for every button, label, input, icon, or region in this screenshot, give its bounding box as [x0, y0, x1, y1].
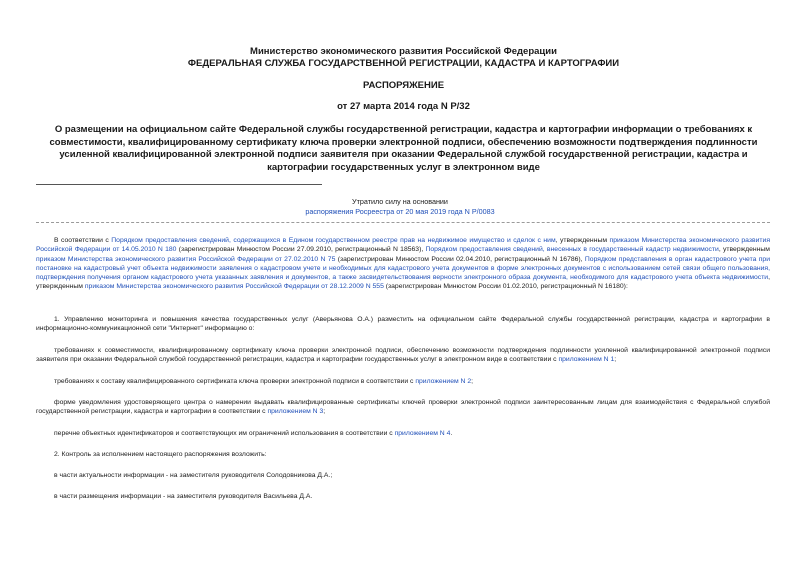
paragraph-notification-form	[36, 398, 770, 417]
paragraph-item-2: 2. Контроль за исполнением настоящего распоряжения возложить:	[54, 451, 267, 458]
paragraph-certificate-composition	[36, 377, 770, 386]
link-order-75[interactable]: приказом Министерства экономического развития Российской Федерации от 27.02.2010 N 75	[36, 255, 336, 263]
document-type: РАСПОРЯЖЕНИЕ	[362, 80, 445, 91]
paragraph-compatibility	[36, 346, 770, 365]
link-cadastral-procedure[interactable]: Порядком представления в орган кадастрового учета при постановке на кадастровый учет объекта недвижимости заявления о кадастровом учете и необходимых для кадастрового учета документов в форме электронных документов с использованием сетей связи общего пользования, подтверждения получения органом кадастрового учета указанных заявления и документов, а также засвидетельствования верности электронного образа документа, необходимого для кадастрового учета объекта недвижимости	[36, 255, 770, 282]
link-appendix-4[interactable]: приложением N 4	[394, 430, 451, 437]
lost-force-link[interactable]: распоряжения Росреестра от 20 мая 2019 года N Р/0083	[305, 207, 495, 216]
paragraph-item-1: 1. Управлению мониторинга и повышения качества государственных услуг (Аверьянова О.А.) разместить на официальном сайте Федеральной службы государственной регистрации, кадастра и картографии в информационно-коммуникационной сети "Интернет" информацию о:	[36, 316, 770, 333]
link-order-555[interactable]: приказом Министерства экономического развития Российской Федерации от 28.12.2009 N 555	[84, 283, 384, 291]
text-fragment: , утвержденным	[555, 237, 610, 244]
text-fragment: В соответствии с	[54, 237, 112, 244]
text-fragment: , утвержденным	[718, 246, 770, 254]
ministry-name: Министерство экономического развития Российской Федерации	[250, 46, 557, 57]
text-fragment: ;	[323, 408, 326, 416]
link-gkn-order[interactable]: Порядком предоставления сведений, внесенных в государственный кадастр недвижимости	[425, 246, 719, 254]
text-fragment: (зарегистрирован Минюстом России 02.04.2010, регистрационный N 16786),	[335, 255, 585, 263]
text-fragment: требованиях к составу квалифицированного сертификата ключа проверки электронной подписи в соответствии с	[54, 378, 416, 385]
text-fragment: , утвержденным	[36, 274, 770, 291]
text-fragment: форме уведомления удостоверяющего центра о намерении выдавать квалифицированные сертификаты ключей проверки электронной подписи заинтересованным лицам для взаимодействия с Федеральной службой государственной регистрации, кадастра и картографии в соответствии с	[36, 399, 770, 416]
document-title: О размещении на официальном сайте Федеральной службы государственной регистрации, кадастра и картографии информации о требованиях к совместимости, квалифицированному сертификату ключа проверки электронной подписи, обеспечению возможности подтверждения подлинности усиленной квалифицированной электронной подписи заявителя при оказании Федеральной службой государственной регистрации, кадастра и картографии государственных услуг в электронном виде	[49, 124, 758, 173]
text-fragment: ;	[471, 378, 474, 385]
text-fragment: (зарегистрирован Минюстом России 27.09.2010, регистрационный N 18563),	[176, 246, 426, 254]
document-date-number: от 27 марта 2014 года N Р/32	[337, 101, 470, 112]
paragraph-control-relevance: в части актуальности информации - на заместителя руководителя Солодовникова Д.А.;	[54, 472, 333, 479]
paragraph-oid-list	[36, 429, 770, 438]
paragraph-preamble	[36, 236, 770, 292]
lost-force-note: Утратило силу на основании	[352, 197, 448, 206]
link-appendix-2[interactable]: приложением N 2	[415, 378, 472, 385]
link-egrp-order[interactable]: Порядком предоставления сведений, содержащихся в Едином государственном реестре прав на недвижимое имущество и сделок с ним	[111, 237, 556, 244]
text-fragment: (зарегистрирован Минюстом России 01.02.2010, регистрационный N 16180):	[383, 283, 628, 291]
link-order-180[interactable]: приказом Министерства экономического развития Российской Федерации от 14.05.2010 N 180	[36, 237, 771, 254]
link-appendix-1[interactable]: приложением N 1	[558, 356, 615, 364]
divider-dotted	[36, 222, 770, 223]
text-fragment: .	[450, 430, 453, 437]
divider-short	[36, 184, 322, 185]
text-fragment: требованиях к совместимости, квалифицированному сертификату ключа проверки электронной подписи, обеспечению возможности подтверждения подлинности усиленной квалифицированной электронной подписи заявителя при оказании Федеральной службой государственной регистрации, кадастра и картографии государственных услуг в электронном виде в соответствии с	[36, 347, 770, 364]
link-appendix-3[interactable]: приложением N 3	[267, 408, 324, 416]
paragraph-control-publication: в части размещения информации - на заместителя руководителя Васильева Д.А.	[54, 493, 313, 500]
agency-name: ФЕДЕРАЛЬНАЯ СЛУЖБА ГОСУДАРСТВЕННОЙ РЕГИСТРАЦИИ, КАДАСТРА И КАРТОГРАФИИ	[187, 58, 620, 69]
text-fragment: перечне объектных идентификаторов и соответствующих им ограничений использования в соответствии с	[54, 430, 395, 437]
text-fragment: ;	[614, 356, 617, 364]
